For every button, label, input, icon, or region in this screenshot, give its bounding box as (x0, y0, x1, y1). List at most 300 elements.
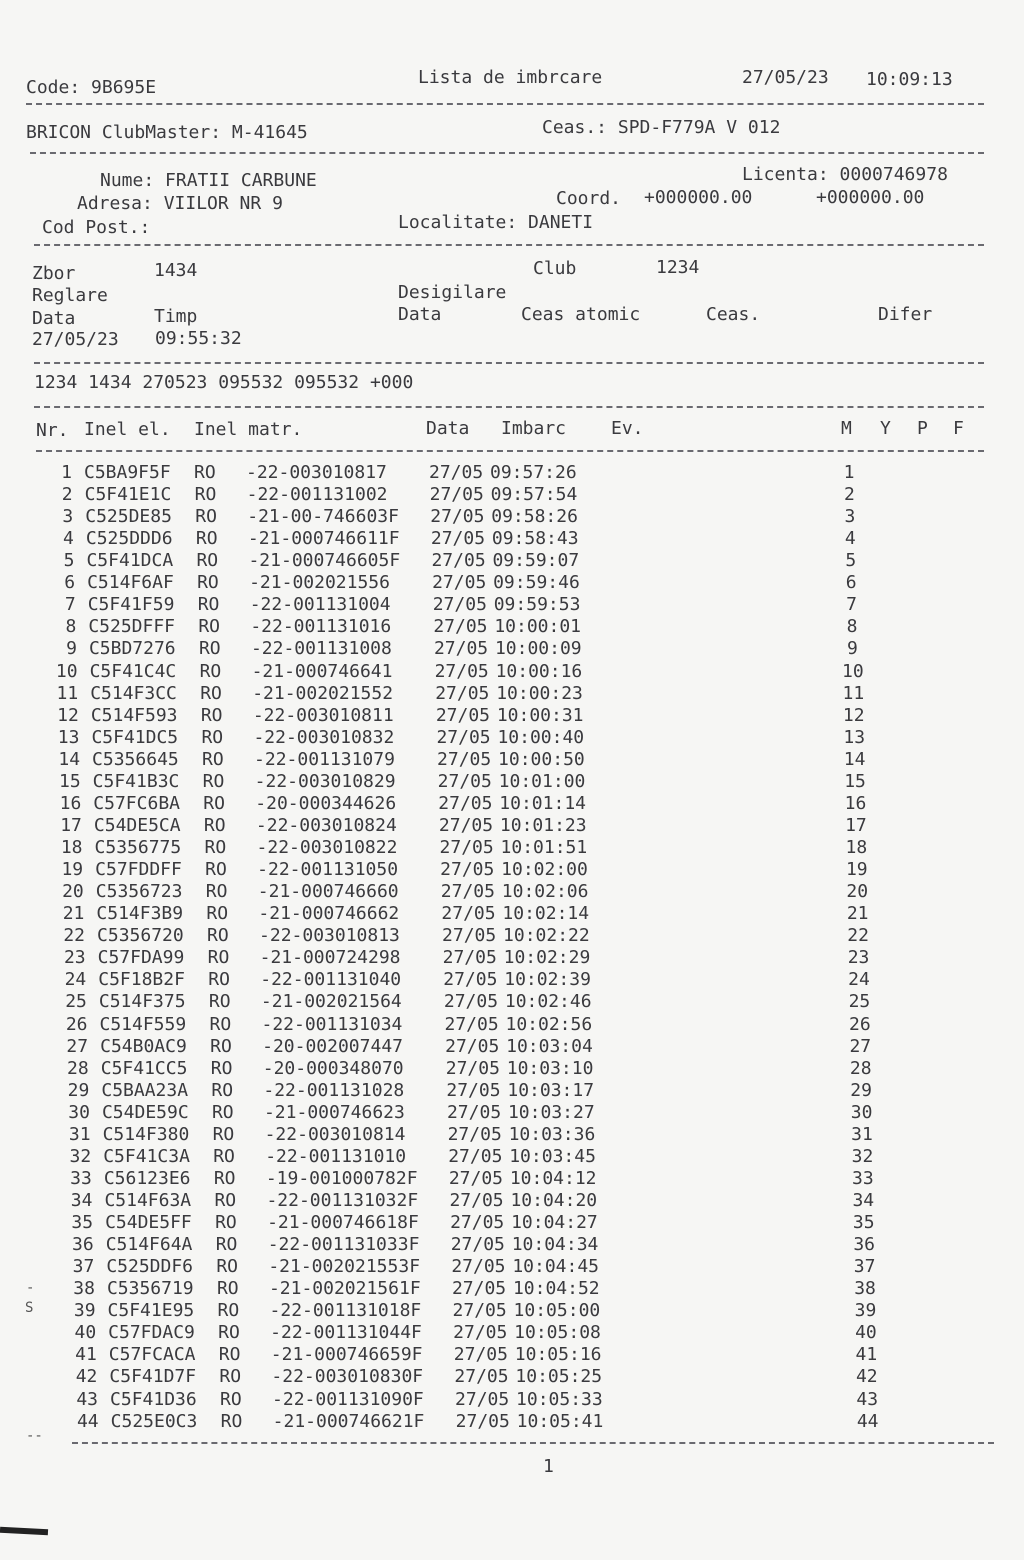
table-row (0, 815, 1024, 837)
m-index: 32 (851, 1145, 874, 1167)
table-row (0, 1124, 1024, 1146)
basketing-date: 27/05 (453, 1344, 508, 1366)
table-row (0, 1058, 1024, 1080)
ring-registration: -21-002021561F (268, 1278, 421, 1300)
ring-registration: -21-000746660 (257, 881, 399, 903)
document-title: Lista de imbrcare (418, 67, 603, 88)
table-row (0, 506, 1024, 528)
country-code: RO (211, 1101, 234, 1123)
electronic-ring-id: C525DDF6 (106, 1256, 194, 1278)
electronic-ring-id: C5F41CC5 (100, 1057, 188, 1079)
table-row (0, 991, 1024, 1013)
col-header-nr: Nr. (36, 420, 69, 441)
country-code: RO (220, 1388, 242, 1410)
basketing-date: 27/05 (446, 1079, 501, 1101)
basketing-time: 09:59:46 (493, 572, 580, 594)
ring-registration: -22-003010829 (254, 770, 396, 792)
license-number: Licenta: 0000746978 (742, 164, 948, 185)
basketing-time: 10:05:16 (514, 1344, 602, 1366)
row-number: 44 (76, 1410, 99, 1432)
m-index: 25 (848, 991, 871, 1013)
ring-registration: -22-001131018F (269, 1300, 422, 1322)
m-index: 38 (854, 1278, 876, 1300)
electronic-ring-id: C54DE59C (101, 1101, 189, 1123)
country-code: RO (198, 616, 221, 638)
electronic-ring-id: C5F41E1C (84, 484, 172, 506)
row-number: 2 (61, 484, 73, 506)
basketing-time: 10:01:51 (500, 837, 588, 859)
electronic-ring-id: C5F18B2F (98, 969, 185, 991)
table-row (0, 705, 1024, 727)
basketing-date: 27/05 (438, 814, 494, 836)
row-number: 26 (65, 1013, 88, 1035)
electronic-ring-id: C514F3CC (90, 682, 177, 704)
ring-registration: -22-001131034 (261, 1013, 403, 1035)
margin-bottom-mark: -- (26, 1428, 43, 1444)
basketing-time: 10:01:00 (498, 770, 586, 792)
ring-registration: -22-001131040 (260, 969, 402, 991)
basketing-time: 10:02:00 (501, 859, 588, 881)
row-number: 40 (74, 1322, 97, 1344)
country-code: RO (214, 1189, 237, 1211)
row-number: 37 (72, 1256, 95, 1278)
divider (34, 362, 984, 364)
m-index: 2 (844, 484, 855, 506)
table-row (0, 528, 1024, 550)
clock-label: Ceas. (706, 304, 761, 325)
m-index: 19 (845, 859, 868, 881)
m-index: 17 (845, 814, 867, 836)
electronic-ring-id: C5BA9F5F (84, 462, 171, 483)
table-row (0, 1389, 1024, 1411)
electronic-ring-id: C57FCACA (108, 1344, 196, 1366)
summary-line: 1234 1434 270523 095532 095532 +000 (34, 372, 414, 393)
ring-registration: -20-002007447 (262, 1035, 403, 1057)
country-code: RO (200, 704, 223, 726)
row-number: 42 (75, 1366, 98, 1388)
table-row (0, 881, 1024, 903)
basketing-time: 09:58:26 (491, 506, 578, 528)
basketing-date: 27/05 (432, 572, 487, 594)
table-row (0, 903, 1024, 925)
country-code: RO (198, 638, 221, 660)
owner-name: Nume: FRATII CARBUNE (100, 170, 317, 191)
table-row (0, 837, 1024, 859)
table-row (0, 1300, 1024, 1322)
basketing-time: 10:00:01 (494, 616, 582, 638)
table-row (0, 594, 1024, 616)
basketing-time: 10:02:56 (505, 1013, 593, 1035)
basketing-date: 27/05 (451, 1278, 507, 1300)
row-number: 8 (65, 616, 77, 638)
row-number: 41 (75, 1344, 97, 1366)
electronic-ring-id: C514F559 (99, 1013, 187, 1035)
country-code: RO (204, 837, 227, 859)
m-index: 12 (842, 704, 865, 726)
row-number: 17 (60, 814, 82, 836)
country-code: RO (195, 506, 217, 528)
row-number: 21 (62, 903, 85, 925)
ring-registration: -21-000746623 (263, 1101, 405, 1123)
table-row (0, 859, 1024, 881)
electronic-ring-id: C5BD7276 (88, 638, 176, 660)
country-code: RO (202, 770, 225, 792)
table-row (0, 1036, 1024, 1058)
row-number: 13 (57, 726, 80, 748)
country-code: RO (194, 462, 216, 483)
postal-code-label: Cod Post.: (42, 217, 151, 238)
basketing-date: 27/05 (439, 837, 494, 859)
atomic-clock-label: Ceas atomic (521, 304, 641, 325)
m-index: 27 (849, 1035, 872, 1057)
basketing-date: 27/05 (442, 925, 497, 947)
basketing-date: 27/05 (432, 594, 487, 616)
ring-registration: -22-001131032F (266, 1189, 419, 1211)
country-code: RO (210, 1035, 232, 1057)
basketing-time: 10:00:31 (496, 704, 584, 726)
basketing-date: 27/05 (448, 1145, 503, 1167)
basketing-time: 10:04:12 (509, 1167, 597, 1189)
ring-registration: -22-001131008 (250, 638, 392, 660)
basketing-date: 27/05 (440, 859, 495, 881)
row-number: 16 (59, 792, 82, 814)
table-row (0, 1234, 1024, 1256)
electronic-ring-id: C525DE85 (85, 506, 172, 528)
m-index: 30 (850, 1101, 873, 1123)
row-number: 11 (56, 682, 79, 704)
electronic-ring-id: C57FDA99 (97, 947, 185, 969)
locality: Localitate: DANETI (398, 212, 594, 233)
row-number: 39 (73, 1300, 96, 1322)
electronic-ring-id: C514F63A (104, 1189, 192, 1211)
col-header-m: M (841, 418, 852, 439)
m-index: 39 (854, 1300, 877, 1322)
country-code: RO (199, 660, 222, 682)
basketing-date: 27/05 (430, 528, 486, 550)
electronic-ring-id: C54DE5FF (105, 1212, 192, 1234)
electronic-ring-id: C5356645 (92, 748, 179, 770)
col-header-imbarc: Imbarc (501, 418, 567, 439)
country-code: RO (205, 859, 227, 881)
table-row (0, 638, 1024, 660)
m-index: 40 (855, 1322, 877, 1344)
electronic-ring-id: C5BAA23A (101, 1079, 189, 1101)
col-header-ev: Ev. (611, 418, 644, 439)
m-index: 16 (844, 792, 867, 814)
basketing-time: 10:00:09 (494, 638, 582, 660)
m-index: 14 (843, 748, 866, 770)
ring-registration: -21-00-746603F (247, 506, 399, 528)
country-code: RO (206, 903, 229, 925)
basketing-date: 27/05 (443, 991, 499, 1013)
ring-registration: -22-003010832 (253, 726, 395, 748)
m-index: 18 (845, 837, 868, 859)
ring-registration: -22-001131016 (250, 616, 392, 638)
unsealing-label: Desigilare (398, 282, 507, 303)
country-code: RO (218, 1344, 241, 1366)
m-index: 8 (846, 616, 858, 638)
m-index: 23 (847, 947, 870, 969)
print-date: 27/05/23 (742, 67, 829, 88)
m-index: 44 (856, 1410, 879, 1432)
row-number: 1 (61, 462, 72, 483)
row-number: 10 (55, 660, 78, 682)
country-code: RO (207, 947, 230, 969)
table-row (0, 462, 1024, 484)
electronic-ring-id: C5F41B3C (92, 770, 180, 792)
ring-registration: -21-000746641 (251, 660, 393, 682)
basketing-time: 10:01:14 (499, 792, 586, 814)
country-code: RO (202, 748, 224, 770)
basketing-date: 27/05 (455, 1410, 510, 1432)
clubmaster-id: BRICON ClubMaster: M-41645 (26, 122, 308, 143)
country-code: RO (208, 969, 230, 991)
basketing-time: 09:57:54 (490, 484, 578, 506)
table-row (0, 572, 1024, 594)
country-code: RO (215, 1234, 238, 1256)
electronic-ring-id: C57FDDFF (95, 859, 182, 881)
ring-registration: -20-000348070 (262, 1057, 404, 1079)
club-number: 1234 (656, 257, 700, 278)
basketing-time: 10:00:23 (496, 682, 583, 704)
ring-registration: -22-003010830F (271, 1366, 424, 1388)
row-number: 31 (68, 1123, 91, 1145)
m-index: 6 (845, 572, 857, 594)
basketing-time: 10:04:52 (512, 1278, 600, 1300)
table-row (0, 793, 1024, 815)
electronic-ring-id: C5F41DCA (86, 550, 174, 572)
basketing-time: 10:04:27 (511, 1212, 598, 1234)
country-code: RO (219, 1366, 242, 1388)
table-row (0, 771, 1024, 793)
m-index: 3 (844, 506, 856, 528)
table-row (0, 1411, 1024, 1433)
basketing-time: 10:03:45 (509, 1145, 596, 1167)
col-header-data: Data (426, 418, 470, 439)
basketing-date: 27/05 (453, 1322, 508, 1344)
country-code: RO (210, 1057, 233, 1079)
electronic-ring-id: C5F41DC5 (91, 726, 179, 748)
country-code: RO (194, 484, 217, 506)
basketing-date: 27/05 (446, 1101, 502, 1123)
table-row (0, 749, 1024, 771)
m-index: 37 (853, 1256, 876, 1278)
ring-registration: -22-001131090F (272, 1388, 424, 1410)
ring-registration: -21-000724298 (259, 947, 401, 969)
country-code: RO (197, 572, 219, 594)
basketing-date: 27/05 (445, 1057, 500, 1079)
basketing-date: 27/05 (430, 506, 485, 528)
table-row (0, 969, 1024, 991)
basketing-time: 10:03:27 (507, 1101, 595, 1123)
basketing-time: 09:58:43 (491, 528, 579, 550)
m-index: 9 (847, 638, 858, 660)
basketing-time: 10:01:23 (499, 814, 587, 836)
basketing-date: 27/05 (442, 947, 497, 969)
ring-registration: -22-001131002 (246, 484, 388, 506)
electronic-ring-id: C525DDD6 (85, 528, 173, 550)
row-number: 5 (63, 550, 75, 572)
m-index: 22 (847, 925, 869, 947)
basketing-date: 27/05 (440, 881, 495, 903)
table-row (0, 947, 1024, 969)
table-row (0, 1014, 1024, 1036)
electronic-ring-id: C5F41C3A (103, 1145, 190, 1167)
print-time: 10:09:13 (866, 69, 953, 90)
row-number: 6 (64, 572, 76, 594)
electronic-ring-id: C54DE5CA (93, 814, 181, 836)
basketing-date: 27/05 (436, 726, 491, 748)
basketing-time: 10:02:29 (503, 947, 591, 969)
electronic-ring-id: C57FDAC9 (108, 1322, 195, 1344)
setting-time: 09:55:32 (155, 328, 242, 349)
ring-registration: -22-003010817 (246, 462, 387, 483)
m-index: 7 (846, 594, 858, 616)
ring-registration: -22-001131044F (270, 1322, 422, 1344)
row-number: 27 (66, 1035, 89, 1057)
m-index: 13 (843, 726, 866, 748)
table-row (0, 1212, 1024, 1234)
ring-registration: -21-000746662 (258, 903, 400, 925)
table-row (0, 1322, 1024, 1344)
ring-registration: -22-001131033F (267, 1234, 420, 1256)
m-index: 1 (843, 462, 855, 483)
m-index: 11 (842, 682, 865, 704)
ring-registration: -19-001000782F (265, 1167, 418, 1189)
basketing-date: 27/05 (429, 462, 484, 483)
row-number: 33 (70, 1167, 92, 1189)
basketing-date: 27/05 (443, 969, 498, 991)
clock-id: Ceas.: SPD-F779A V 012 (542, 117, 781, 138)
basketing-date: 27/05 (449, 1189, 504, 1211)
table-row (0, 616, 1024, 638)
m-index: 24 (848, 969, 870, 991)
basketing-time: 09:59:53 (493, 594, 581, 616)
m-index: 26 (849, 1013, 871, 1035)
date-label: Data (32, 308, 76, 329)
basketing-date: 27/05 (455, 1388, 510, 1410)
country-code: RO (213, 1167, 236, 1189)
basketing-time: 10:05:41 (516, 1410, 604, 1432)
row-number: 15 (58, 770, 81, 792)
table-row (0, 925, 1024, 947)
ring-registration: -22-001131028 (263, 1079, 405, 1101)
electronic-ring-id: C525E0C3 (110, 1410, 198, 1432)
table-row (0, 1366, 1024, 1388)
basketing-date: 27/05 (437, 770, 492, 792)
divider (30, 152, 984, 154)
electronic-ring-id: C525DFFF (88, 616, 176, 638)
row-number: 24 (64, 969, 87, 991)
page-number: 1 (543, 1456, 554, 1477)
basketing-time: 10:00:50 (498, 748, 585, 770)
row-number: 36 (72, 1234, 94, 1256)
electronic-ring-id: C5F41E95 (107, 1300, 195, 1322)
table-row (0, 550, 1024, 572)
margin-dash-mark: - (26, 1280, 35, 1296)
basketing-date: 27/05 (447, 1123, 502, 1145)
col-header-inel-matr: Inel matr. (194, 419, 303, 440)
basketing-time: 10:00:40 (497, 726, 585, 748)
country-code: RO (196, 550, 219, 572)
electronic-ring-id: C514F593 (90, 704, 178, 726)
basketing-date: 27/05 (435, 682, 490, 704)
basketing-date: 27/05 (431, 550, 486, 572)
club-label: Club (533, 258, 577, 279)
table-row (0, 1278, 1024, 1300)
m-index: 42 (855, 1366, 878, 1388)
electronic-ring-id: C5F41C4C (89, 660, 177, 682)
flight-label: Zbor (32, 263, 76, 284)
m-index: 5 (845, 550, 857, 572)
ring-registration: -22-001131079 (254, 748, 395, 770)
divider (34, 244, 984, 246)
country-code: RO (216, 1278, 239, 1300)
electronic-ring-id: C514F64A (105, 1234, 193, 1256)
basketing-time: 10:02:06 (501, 881, 589, 903)
row-number: 38 (73, 1278, 95, 1300)
basketing-date: 27/05 (429, 484, 484, 506)
row-number: 22 (63, 925, 86, 947)
basketing-date: 27/05 (445, 1035, 500, 1057)
ring-registration: -21-000746621F (272, 1410, 425, 1432)
country-code: RO (213, 1145, 235, 1167)
basketing-date: 27/05 (454, 1366, 509, 1388)
setting-label: Reglare (32, 285, 108, 306)
basketing-time: 10:02:39 (504, 969, 591, 991)
basketing-date: 27/05 (433, 616, 488, 638)
ring-registration: -22-003010813 (259, 925, 400, 947)
m-index: 34 (852, 1189, 875, 1211)
basketing-time: 09:57:26 (490, 462, 577, 483)
ring-registration: -22-001131050 (257, 859, 399, 881)
ring-registration: -21-000746605F (248, 550, 401, 572)
basketing-date: 27/05 (450, 1212, 505, 1234)
basketing-time: 10:04:34 (511, 1234, 599, 1256)
basketing-date: 27/05 (435, 704, 490, 726)
country-code: RO (203, 792, 225, 814)
col-header-y: Y (880, 418, 891, 439)
row-number: 12 (57, 704, 79, 726)
divider (34, 406, 984, 408)
m-index: 10 (842, 660, 864, 682)
basketing-time: 10:03:36 (508, 1123, 596, 1145)
page-edge-shadow (0, 1527, 48, 1536)
electronic-ring-id: C5356719 (106, 1278, 194, 1300)
m-index: 29 (850, 1079, 872, 1101)
unsealing-date-label: Data (398, 304, 442, 325)
m-index: 20 (846, 881, 869, 903)
basketing-date: 27/05 (437, 748, 492, 770)
electronic-ring-id: C57FC6BA (93, 792, 180, 814)
table-row (0, 1256, 1024, 1278)
basketing-date: 27/05 (448, 1167, 504, 1189)
ring-registration: -22-003010822 (256, 837, 398, 859)
basketing-time: 10:04:20 (510, 1189, 598, 1211)
divider (72, 1442, 994, 1444)
table-row (0, 683, 1024, 705)
country-code: RO (197, 594, 220, 616)
row-number: 32 (69, 1145, 92, 1167)
table-row (0, 1344, 1024, 1366)
row-number: 14 (58, 748, 81, 770)
country-code: RO (215, 1212, 237, 1234)
ring-registration: -22-003010811 (252, 704, 394, 726)
divider (36, 450, 984, 452)
row-number: 30 (68, 1101, 90, 1123)
country-code: RO (220, 1410, 243, 1432)
country-code: RO (200, 682, 222, 704)
